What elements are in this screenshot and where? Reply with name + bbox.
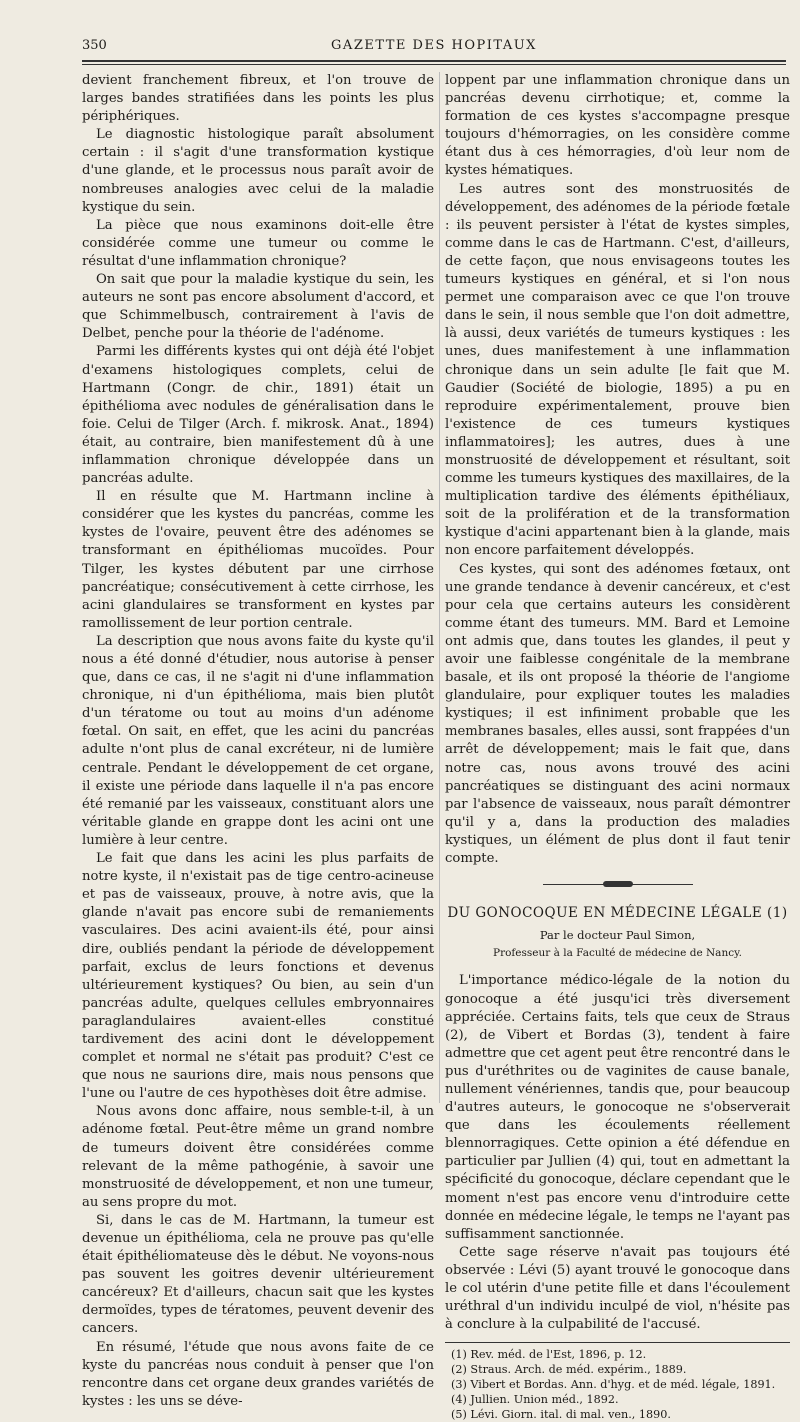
paragraph: devient franchement fibreux, et l'on trouve de larges bandes stratifiées dans les points les plus périphériques. (82, 73, 434, 125)
article-affiliation: Professeur à la Faculté de médecine de Nancy. (493, 947, 742, 960)
journal-title: GAZETTE DES HOPITAUX (331, 38, 537, 53)
footnotes (445, 1347, 790, 1422)
paragraph: Le fait que dans les acini les plus parfaits de notre kyste, il n'existait pas de tige centro-acineuse et pas de vaisseaux, prouve, à notre avis, que la glande n'avait pas encore subi de remaniements vasculaires. Des acini avaient-ils été, pour ainsi dire, oubliés pendant la période de développement parfait, exclus de leurs fonctions et devenus ultérieurement kystiques? Ou bien, au sein d'un pancréas adulte, quelques cellules embryonnaires paraglandulaires avaient-elles constitué tardivement des acini dont le développement complet et normal ne s'était pas produit? C'est ce que nous ne saurions dire, mais nous pensons que l'une ou l'autre de ces hypothèses doit être admise. (82, 851, 434, 1102)
footnote: (3) Vibert et Bordas. Ann. d'hyg. et de méd. légale, 1891. (451, 1378, 776, 1392)
paragraph: Si, dans le cas de M. Hartmann, la tumeur est devenue un épithélioma, cela ne prouve pas qu'elle était épithéliomateuse dès le début. Ne voyons-nous pas souvent les goitres devenir ultérieurement cancéreux? Et d'ailleurs, chacun sait que les kystes dermoïdes, types de tératomes, peuvent devenir des cancers. (82, 1212, 434, 1337)
paragraph: On sait que pour la maladie kystique du sein, les auteurs ne sont pas encore absolument d'accord, et que Schimmelbusch, contrairement à l'avis de Delbet, penche pour la théorie de l'adénome. (82, 272, 434, 342)
paragraph: La description que nous avons faite du kyste qu'il nous a été donné d'étudier, nous autorise à penser que, dans ce cas, il ne s'agit ni d'une inflammation chronique, ni d'un épithélioma, mais bien plutôt d'un tératome ou tout au moins d'un adénome fœtal. On sait, en effet, que les acini du pancréas adulte n'ont plus de canal excréteur, ni de lumière centrale. Pendant le développement de cet organe, il existe une période dans laquelle il n'a pas encore été remanié par les vaisseaux, constituant alors une véritable glande en grappe dont les acini ont une lumière à leur centre. (82, 633, 434, 848)
right-column (445, 72, 790, 1422)
article-author: Par le docteur Paul Simon, (539, 928, 696, 943)
header-rule (82, 60, 786, 62)
paragraph: Il en résulte que M. Hartmann incline à considérer que les kystes du pancréas, comme les kystes de l'ovaire, peuvent être des adénomes se transformant en épithéliomas mucoïdes. Pour Tilger, les kystes débutent par une cirrhose pancréatique; consécutivement à cette cirrhose, les acini glandulaires se transforment en kystes par ramollissement de leur portion centrale. (82, 489, 434, 631)
paragraph: Le diagnostic histologique paraît absolument certain : il s'agit d'une transformation kystique d'une glande, et le processus nous paraît avoir de nombreuses analogies avec celui de la maladie kystique du sein. (82, 127, 434, 215)
header-rule-thin (82, 64, 786, 65)
footnote: (1) Rev. méd. de l'Est, 1896, p. 12. (451, 1348, 647, 1362)
paragraph: Nous avons donc affaire, nous semble-t-il, à un adénome fœtal. Peut-être même un grand nombre de tumeurs doivent être considérées comme relevant de la même pathogénie, à savoir une monstruosité de développement, et non une tumeur, au sens propre du mot. (82, 1104, 434, 1210)
footnote: (5) Lévi. Giorn. ital. di mal. ven., 1890. (451, 1408, 671, 1422)
paragraph: L'importance médico-légale de la notion du gonocoque a été jusqu'ici très diversement appréciée. Certains faits, tels que ceux de Straus (2), de Vibert et Bordas (3), tendent à faire admettre que cet agent peut être rencontré dans le pus d'uréthrites ou de vaginites de cause banale, nullement vénériennes, tandis que, pour beaucoup d'autres auteurs, le gonocoque ne s'observerait que dans les écoulements réellement blennorragiques. Cette opinion a été défendue en particulier par Jullien (4) qui, tout en admettant la spécificité du gonocoque, déclare cependant que le moment n'est pas encore venu d'introduire cette donnée en médecine légale, le temps ne l'ayant pas suffisamment sanctionnée. (445, 973, 790, 1242)
footnote-rule (445, 1342, 790, 1343)
paragraph: Cette sage réserve n'avait pas toujours été observée : Lévi (5) ayant trouvé le gonocoque dans le col utérin d'une petite fille et dans l'écoulement uréthral d'un individu inculpé de viol, n'hésite pas à conclure à la culpabilité de l'accusé. (445, 1244, 790, 1333)
paragraph: La pièce que nous examinons doit-elle être considérée comme une tumeur ou comme le résultat d'une inflammation chronique? (82, 217, 434, 269)
running-head (82, 38, 786, 58)
footnote: (4) Jullien. Union méd., 1892. (451, 1393, 619, 1407)
paragraph: loppent par une inflammation chronique dans un pancréas devenu cirrhotique; et, comme la formation de ces kystes s'accompagne presque toujours d'hémorragies, on les considère comme étant dus à ces hémorragies, d'où leur nom de kystes hématiques. (445, 73, 790, 179)
footnote: (2) Straus. Arch. de méd. expérim., 1889. (451, 1363, 687, 1377)
paragraph: Parmi les différents kystes qui ont déjà été l'objet d'examens histologiques complets, celui de Hartmann (Congr. de chir., 1891) était un épithélioma avec nodules de généralisation dans le foie. Celui de Tilger (Arch. f. mikrosk. Anat., 1894) était, au contraire, bien manifestement dû à une inflammation chronique développée dans un pancréas adulte. (82, 344, 434, 487)
paragraph: Ces kystes, qui sont des adénomes fœtaux, ont une grande tendance à devenir cancéreux, et c'est pour cela que certains auteurs les considèrent comme étant des tumeurs. MM. Bard et Lemoine ont admis que, dans toutes les glandes, il peut y avoir une faiblesse congénitale de la membrane basale, et ils ont proposé la théorie de l'angiome glandulaire, pour expliquer toutes les maladies kystiques; il est infiniment probable que les membranes basales, elles aussi, sont frappées d'un arrêt de développement; mais le fait que, dans notre cas, nous avons trouvé des acini pancréatiques se distinguant des acini normaux par l'absence de vaisseaux, nous paraît démontrer qu'il y a, dans la production des maladies kystiques, un élément de plus dont il faut tenir compte. (445, 561, 790, 867)
left-column (82, 72, 434, 1411)
article-title: DU GONOCOQUE EN MÉDECINE LÉGALE (1) (447, 905, 788, 922)
column-separator (439, 72, 440, 1103)
page-number: 350 (82, 38, 107, 53)
paragraph: En résumé, l'étude que nous avons faite de ce kyste du pancréas nous conduit à penser que l'on rencontre dans cet organe deux grandes variétés de kystes : les uns se déve- (82, 1339, 434, 1409)
paragraph: Les autres sont des monstruosités de développement, des adénomes de la période fœtale : ils peuvent persister à l'état de kystes simples, comme dans le cas de Hartmann. C'est, d'ailleurs, de cette façon, que nous envisageons toutes les tumeurs kystiques en général, et si l'on nous permet une comparaison avec ce que l'on trouve dans le sein, il nous semble que l'on doit admettre, là aussi, deux variétés de tumeurs kystiques : les unes, dues manifestement à une inflammation chronique dans un sein adulte [le fait que M. Gaudier (Société de biologie, 1895) a pu en reproduire expérimentalement, prouve bien l'existence de ces tumeurs kystiques inflammatoires]; les autres, dues à une monstruosité de développement et résultant, soit comme les tumeurs kystiques des maxillaires, de la multiplication tardive des éléments épithéliaux, soit de la prolifération et de la transformation kystique d'acini appartenant bien à la glande, mais non encore parfaitement développés. (445, 181, 790, 559)
section-divider (543, 880, 693, 888)
